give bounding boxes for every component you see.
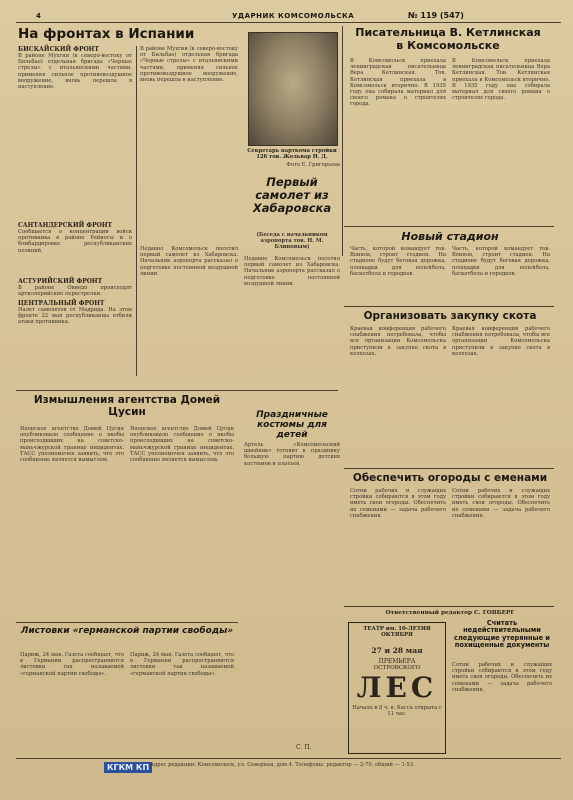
domei-headline: Измышления агентства Домей Цусин: [33, 394, 221, 418]
paper-name: УДАРНИК КОМСОМОЛЬСКА: [232, 12, 355, 20]
livestock-text-col2: Краевая конференция рабочего снабжения потребовала, чтобы все организации Комсомольска приступили к закупке скота в колхозах.: [452, 326, 550, 357]
spain-section-title: АСТУРИЙСКИЙ ФРОНТ: [18, 278, 103, 285]
spain-section-2: [18, 222, 132, 271]
theater-title: ЛЕС: [356, 671, 438, 704]
section-rule: [16, 622, 238, 623]
costumes-headline: Праздничные костюмы для детей: [256, 410, 328, 440]
leaflets-text: Париж, 24 мая. Газета сообщает, что в Германии распространяются листовки так называемой «германской партии свободы».: [20, 652, 124, 677]
gardens-headline: Обеспечить огороды с еменами: [352, 472, 548, 484]
theater-author: ОСТРОВСКОГО: [373, 665, 421, 671]
leaflets-headline: Листовки «германской партии свободы»: [20, 626, 234, 636]
masthead-rule: [16, 22, 561, 23]
section-rule: [344, 606, 554, 607]
first-plane-headline: Первый самолет из Хабаровска: [252, 175, 332, 215]
livestock-headline: Организовать закупку скота: [363, 310, 537, 322]
spain-section-text: В районе Мухгии (к северо-востоку от Бильбао) отдельная бригада «Черные стрелы» с итальянскими частями, применяя сильное противовоздушное вооружение, вновь перешла в наступление.: [18, 53, 132, 91]
spain-section-text: Сообщается о концентрации войск противника в районе Рейносы и о бомбардировке республиканских позиций.: [18, 229, 132, 254]
theater-name: ТЕАТР им. 10-ЛЕТИЯ ОКТЯБРЯ: [363, 626, 431, 638]
footer-rule: [16, 758, 561, 759]
notice-text: Сотни рабочих и служащих стройки собираются в этом году иметь свои огороды. Обеспечить их семенами — задача рабочего снабжения.: [452, 662, 552, 693]
spain-section-1: [18, 46, 132, 213]
notice-headline: Считать недействительными следующие утерянные и похищенные документы: [454, 619, 550, 650]
spain-section-text: В районе Овиедо происходят артиллерийские перестрелки.: [18, 285, 132, 298]
spain-section-title: ЦЕНТРАЛЬНЫЙ ФРОНТ: [18, 300, 105, 307]
spain-section-3: [18, 278, 132, 301]
column-rule: [342, 26, 343, 256]
portrait-photo: [248, 32, 338, 146]
section-rule: [344, 226, 554, 227]
archive-stamp: КГКМ КП: [104, 762, 152, 773]
first-plane-subhead: (Беседа с начальником аэропорта тов. Н. М. Блиновым): [256, 232, 328, 251]
spain-section-title: САНТАНДЕРСКИЙ ФРОНТ: [18, 222, 112, 229]
spain-section-title: БИСКАЙСКИЙ ФРОНТ: [18, 46, 99, 53]
stadium-headline: Новый стадион: [401, 230, 499, 243]
gardens-text-col2: Сотни рабочих и служащих стройки собираются в этом году иметь свои огороды. Обеспечить их семенами — задача рабочего снабжения.: [452, 488, 550, 519]
signature: С. П.: [296, 744, 312, 751]
column-rule: [136, 46, 137, 376]
ketlinskaya-headline: Писательница В. Кетлинская в Комсомольске: [355, 26, 541, 52]
leaflets-text-col2: Париж, 24 мая. Газета сообщает, что в Германии распространяются листовки так называемой «германской партии свободы».: [130, 652, 234, 677]
spain-headline: На фронтах в Испании: [18, 26, 195, 42]
costumes-text: Артель «Комсомольский швейник» готовит к празднику большую партию детских костюмов и платьев.: [244, 442, 340, 467]
spain-section-4: [18, 300, 132, 387]
spain-continuation-text: В районе Мухгии (к северо-востоку от Бильбао) отдельная бригада «Черные стрелы» с итальянскими частями, применяя сильное противовоздушное вооружение, вновь перешла в наступление.: [140, 46, 238, 84]
theater-dates: 27 и 28 мая: [371, 646, 423, 655]
ketlinskaya-text-col2: В Комсомольск приехала ленинградская писательница Вера Кетлинская. Тов. Кетлинская приехала в Комсомольск вторично. В 1935 году она собирала материал для своего романа о строителях города.: [452, 58, 550, 102]
theater-label: ПРЕМЬЕРА: [378, 658, 416, 665]
first-plane-text-col2: Недавно Комсомольск посетил первый самолет из Хабаровска. Начальник аэропорта рассказал о подготовке постоянной воздушной линии.: [140, 246, 238, 277]
section-rule: [344, 306, 554, 307]
stadium-text: Часть, которой командует тов. Воинов, строит стадион. На стадионе будут беговая дорожка, площадки для волейбола, баскетбола и городков.: [350, 246, 446, 277]
domei-text: Японское агентство Домей Цусин опубликовало сообщение о якобы происходивших на советско-маньчжурской границе инцидентах. ТАСС уполномочен заявить, что это сообщение является вымыслом.: [20, 426, 124, 464]
spain-section-text: Налет самолетов от Мадрида. На этом фронте 22 мая республиканцы отбили атаки противника.: [18, 307, 132, 326]
theater-ad: [348, 622, 446, 754]
domei-text-col2: Японское агентство Домей Цусин опубликовало сообщение о якобы происходивших на советско-маньчжурской границе инцидентах. ТАСС уполномочен заявить, что это сообщение является вымыслом.: [130, 426, 234, 464]
photo-credit: Фото Е. Григорьева: [286, 162, 340, 168]
issue-number: № 119 (547): [408, 11, 464, 20]
first-plane-text: Недавно Комсомольск посетил первый самолет из Хабаровска. Начальник аэропорта рассказал о подготовке постоянной воздушной линии.: [244, 256, 340, 287]
ketlinskaya-text: В Комсомольск приехала ленинградская писательница Вера Кетлинская. Тов. Кетлинская приехала в Комсомольск вторично. В 1935 году она собирала материал для своего романа о строителях города.: [350, 58, 446, 108]
footer-address: Адрес редакции: Комсомольск, ул. Северная, дом 4. Телефоны: редактор — 2-79, общий — 1-53.: [150, 762, 415, 768]
theater-time: Начало в 8 ч. в. Касса открыта с 11 час.: [352, 705, 442, 718]
page-number: 4: [36, 12, 41, 20]
stadium-text-col2: Часть, которой командует тов. Воинов, строит стадион. На стадионе будут беговая дорожка, площадки для волейбола, баскетбола и городков.: [452, 246, 550, 277]
section-rule: [16, 390, 338, 391]
section-rule: [344, 468, 554, 469]
editor-line: Ответственный редактор С. ГОВБЕРГ: [385, 610, 515, 616]
gardens-text: Сотни рабочих и служащих стройки собираются в этом году иметь свои огороды. Обеспечить их семенами — задача рабочего снабжения.: [350, 488, 446, 519]
livestock-text: Краевая конференция рабочего снабжения потребовала, чтобы все организации Комсомольска приступили к закупке скота в колхозах.: [350, 326, 446, 357]
photo-caption: Секретарь парткома стройки 126 тов. Жольвар Н. Д.: [247, 148, 337, 161]
